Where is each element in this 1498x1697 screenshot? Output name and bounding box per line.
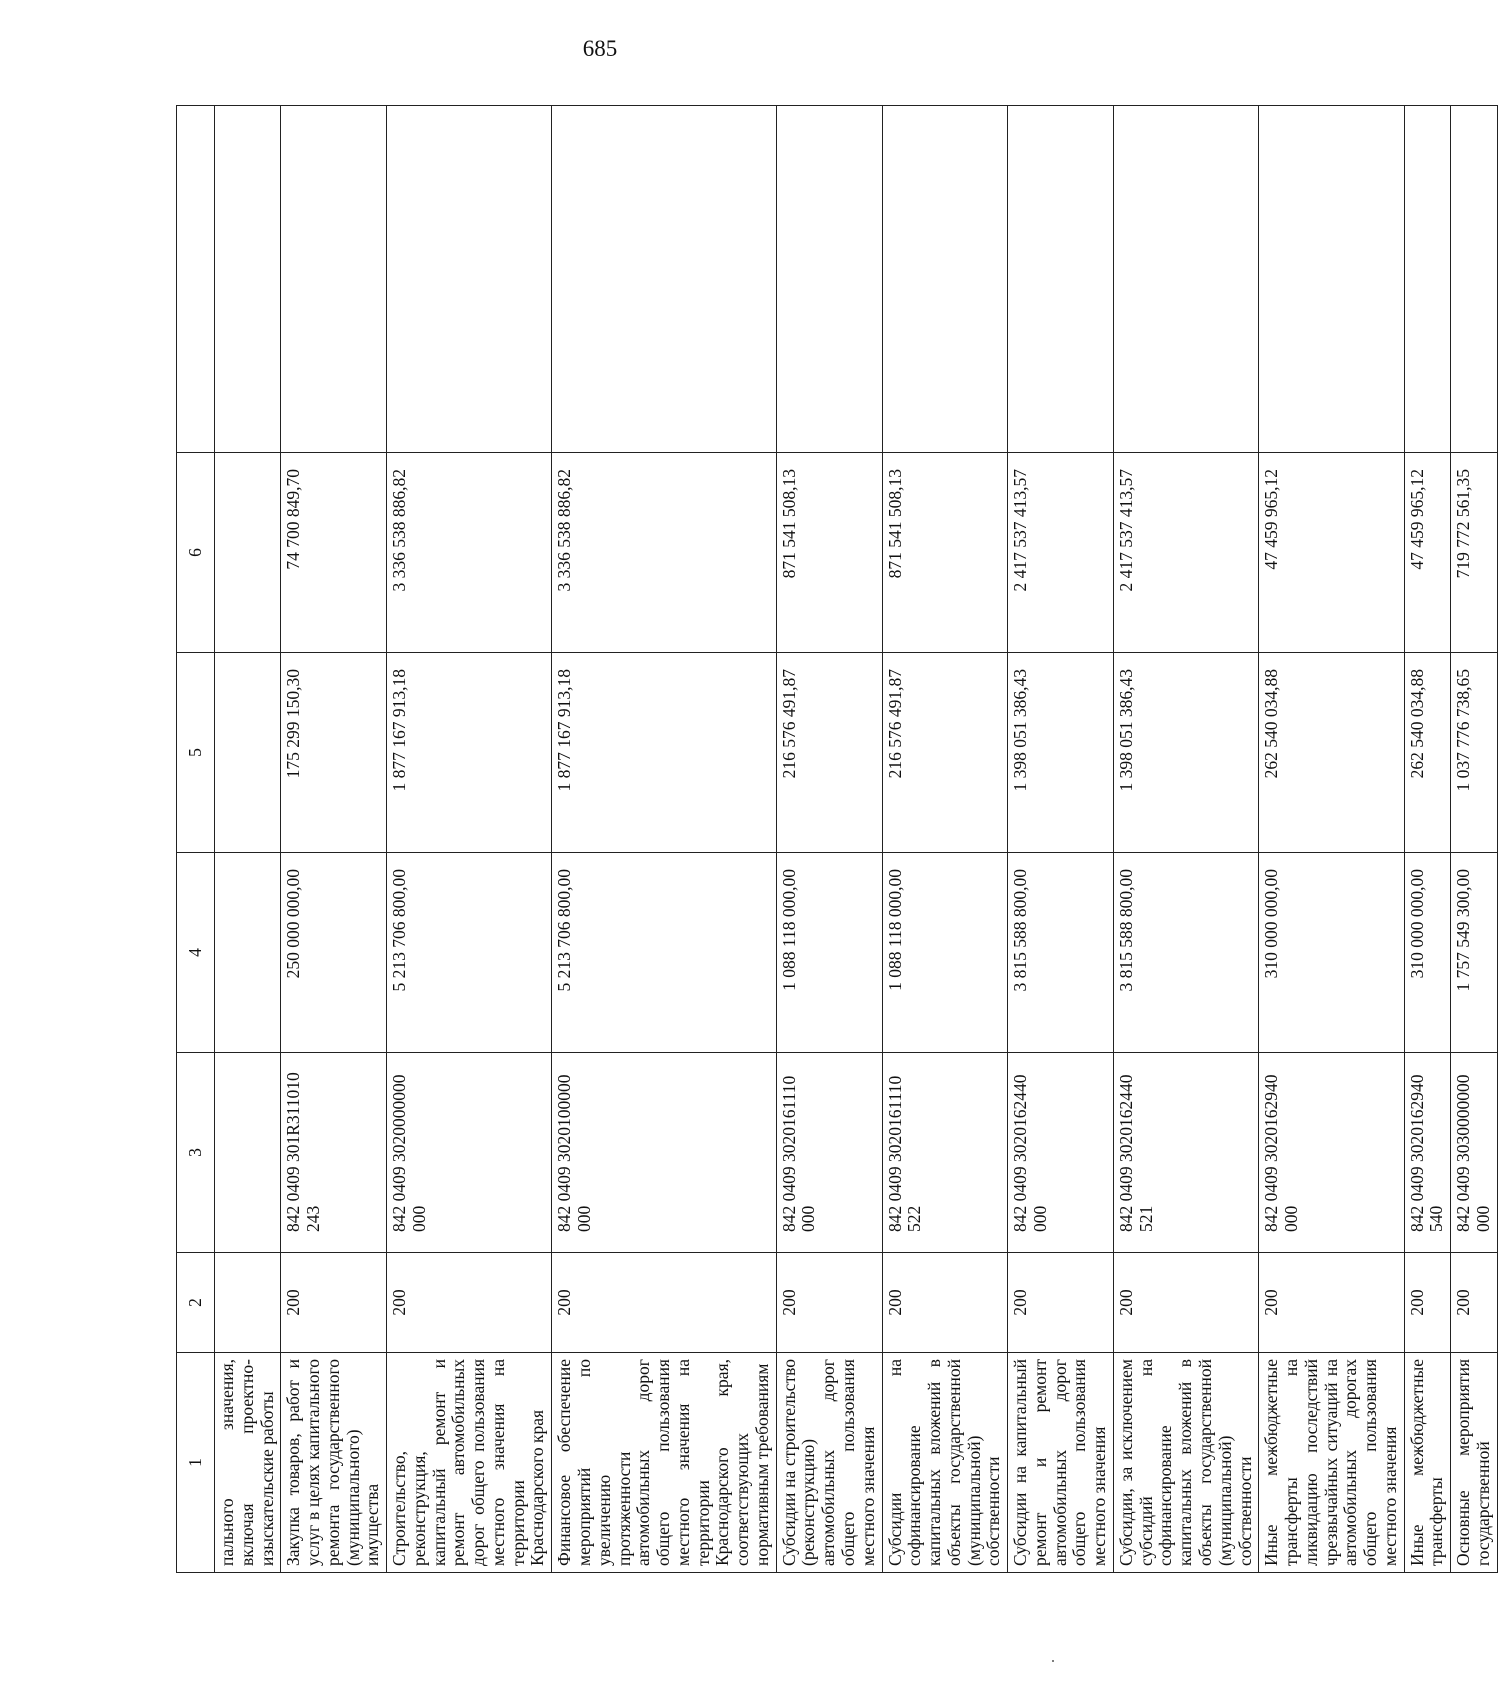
table-row xyxy=(1259,106,1404,1573)
row-v4 xyxy=(215,853,281,1053)
table-row xyxy=(776,106,882,1573)
header-col-5: 5 xyxy=(177,653,215,853)
row-name: Субсидии на строительство (реконструкцию) автомобильных дорог общего пользования местного значения xyxy=(776,1353,882,1573)
header-col-6: 6 xyxy=(177,453,215,653)
row-name: Иные межбюджетные трансферты на ликвидацию последствий чрезвычайных ситуаций на автомобильных дорогах общего пользования местного значения xyxy=(1259,1353,1404,1573)
table-row xyxy=(215,106,281,1573)
row-code2: 200 xyxy=(387,1253,552,1353)
row-code3: 842 0409 3020100000 000 xyxy=(552,1053,776,1253)
row-name: Иные межбюджетные трансферты xyxy=(1404,1353,1451,1573)
row-empty xyxy=(882,106,1008,453)
row-code3: 842 0409 3020162940 540 xyxy=(1404,1053,1451,1253)
row-v5: 262 540 034,88 xyxy=(1259,653,1404,853)
header-col-4: 4 xyxy=(177,853,215,1053)
row-name: пального значения, включая проектно-изыскательские работы xyxy=(215,1353,281,1573)
row-v4: 1 088 118 000,00 xyxy=(776,853,882,1053)
row-code2: 200 xyxy=(281,1253,387,1353)
header-col-2: 2 xyxy=(177,1253,215,1353)
row-v5: 175 299 150,30 xyxy=(281,653,387,853)
row-code3: 842 0409 3030000000 000 xyxy=(1451,1053,1498,1253)
table-row xyxy=(1404,106,1451,1573)
row-v6: 871 541 508,13 xyxy=(882,453,1008,653)
row-v5: 1 398 051 386,43 xyxy=(1113,653,1258,853)
row-v5: 1 398 051 386,43 xyxy=(1008,653,1114,853)
row-name: Основные мероприятия государственной xyxy=(1451,1353,1498,1573)
row-empty xyxy=(1259,106,1404,453)
row-v4: 310 000 000,00 xyxy=(1259,853,1404,1053)
row-v5 xyxy=(215,653,281,853)
row-name: Закупка товаров, работ и услуг в целях капитального ремонта государственного (муниципального) имущества xyxy=(281,1353,387,1573)
row-code3: 842 0409 3020161110 000 xyxy=(776,1053,882,1253)
row-code2: 200 xyxy=(1008,1253,1114,1353)
row-v6: 719 772 561,35 xyxy=(1451,453,1498,653)
header-col-1: 1 xyxy=(177,1353,215,1573)
scan-artifact xyxy=(1052,1660,1054,1662)
row-v6: 3 336 538 886,82 xyxy=(387,453,552,653)
table-row xyxy=(552,106,776,1573)
row-v5: 1 877 167 913,18 xyxy=(552,653,776,853)
row-v6: 47 459 965,12 xyxy=(1404,453,1451,653)
row-code2: 200 xyxy=(552,1253,776,1353)
row-v4: 3 815 588 800,00 xyxy=(1008,853,1114,1053)
row-empty xyxy=(387,106,552,453)
page-number: 685 xyxy=(582,36,618,61)
row-name: Субсидии на софинансирование капитальных вложений в объекты государственной (муниципальной) собственности xyxy=(882,1353,1008,1573)
row-empty xyxy=(552,106,776,453)
row-code2 xyxy=(215,1253,281,1353)
budget-table xyxy=(176,105,1498,1573)
table-row xyxy=(1113,106,1258,1573)
row-v6 xyxy=(215,453,281,653)
row-v4: 5 213 706 800,00 xyxy=(552,853,776,1053)
row-empty xyxy=(215,106,281,453)
row-empty xyxy=(1113,106,1258,453)
row-v4: 250 000 000,00 xyxy=(281,853,387,1053)
table-row xyxy=(882,106,1008,1573)
row-code3: 842 0409 3020162940 000 xyxy=(1259,1053,1404,1253)
row-code2: 200 xyxy=(1259,1253,1404,1353)
row-v4: 1 088 118 000,00 xyxy=(882,853,1008,1053)
table-row xyxy=(281,106,387,1573)
row-v5: 216 576 491,87 xyxy=(882,653,1008,853)
row-name: Строительство, реконструкция, капитальный ремонт и ремонт автомобильных дорог общего пользования местного значения на территории Краснодарского края xyxy=(387,1353,552,1573)
row-code2: 200 xyxy=(882,1253,1008,1353)
row-empty xyxy=(1008,106,1114,453)
table-row xyxy=(1451,106,1498,1573)
row-v4: 1 757 549 300,00 xyxy=(1451,853,1498,1053)
table-row xyxy=(387,106,552,1573)
table-header-row xyxy=(177,106,215,1573)
row-v4: 310 000 000,00 xyxy=(1404,853,1451,1053)
row-v4: 3 815 588 800,00 xyxy=(1113,853,1258,1053)
row-code3: 842 0409 3020162440 521 xyxy=(1113,1053,1258,1253)
row-code2: 200 xyxy=(1113,1253,1258,1353)
row-code3: 842 0409 3020161110 522 xyxy=(882,1053,1008,1253)
row-name: Субсидии, за исключением субсидий на софинансирование капитальных вложений в объекты государственной (муниципальной) собственности xyxy=(1113,1353,1258,1573)
row-code3: 842 0409 3020162440 000 xyxy=(1008,1053,1114,1253)
table-row xyxy=(1008,106,1114,1573)
row-v5: 1 037 776 738,65 xyxy=(1451,653,1498,853)
row-code3 xyxy=(215,1053,281,1253)
row-v5: 1 877 167 913,18 xyxy=(387,653,552,853)
row-code2: 200 xyxy=(1404,1253,1451,1353)
row-v4: 5 213 706 800,00 xyxy=(387,853,552,1053)
row-code2: 200 xyxy=(776,1253,882,1353)
row-name: Субсидии на капитальный ремонт и ремонт автомобильных дорог общего пользования местного значения xyxy=(1008,1353,1114,1573)
row-code3: 842 0409 301R311010 243 xyxy=(281,1053,387,1253)
row-v5: 262 540 034,88 xyxy=(1404,653,1451,853)
row-code3: 842 0409 3020000000 000 xyxy=(387,1053,552,1253)
row-code2: 200 xyxy=(1451,1253,1498,1353)
row-name: Финансовое обеспечение мероприятий по увеличению протяженности автомобильных дорог общего пользования местного значения на территории Краснодарского края, соответствующих нормативным требованиям xyxy=(552,1353,776,1573)
row-v5: 216 576 491,87 xyxy=(776,653,882,853)
header-col-empty xyxy=(177,106,215,453)
row-v6: 74 700 849,70 xyxy=(281,453,387,653)
header-col-3: 3 xyxy=(177,1053,215,1253)
row-empty xyxy=(281,106,387,453)
rotated-table-container xyxy=(176,106,1493,1573)
row-empty xyxy=(1404,106,1451,453)
row-v6: 2 417 537 413,57 xyxy=(1113,453,1258,653)
row-v6: 2 417 537 413,57 xyxy=(1008,453,1114,653)
row-v6: 47 459 965,12 xyxy=(1259,453,1404,653)
row-v6: 871 541 508,13 xyxy=(776,453,882,653)
row-empty xyxy=(1451,106,1498,453)
row-v6: 3 336 538 886,82 xyxy=(552,453,776,653)
row-empty xyxy=(776,106,882,453)
